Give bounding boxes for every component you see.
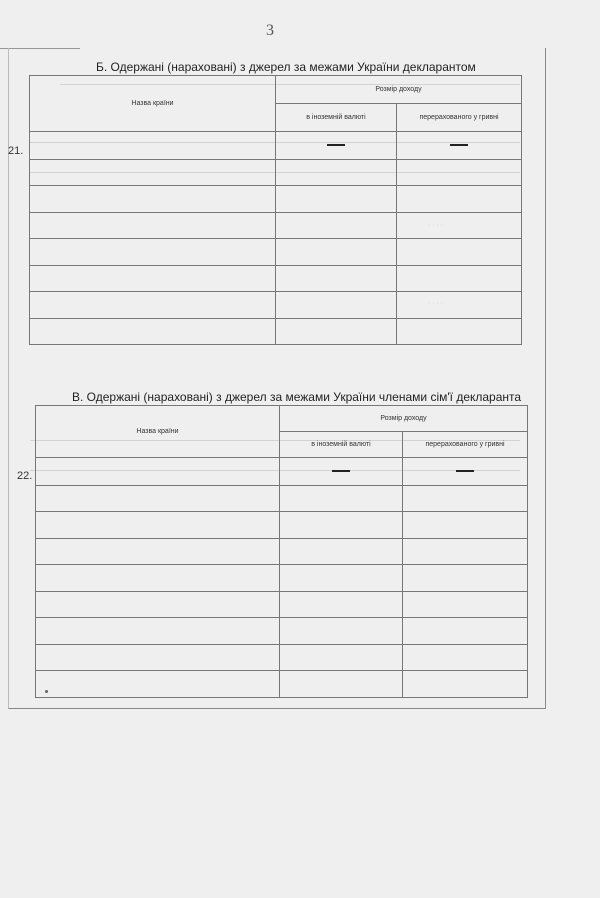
table-row xyxy=(30,266,522,292)
dash-mark xyxy=(327,144,345,146)
table-row xyxy=(30,132,522,160)
table-row xyxy=(36,458,528,486)
section-v-income-header: Розмір доходу xyxy=(280,406,528,432)
dash-mark xyxy=(450,144,468,146)
foreign-currency-cell xyxy=(280,458,403,486)
country-cell xyxy=(30,132,276,160)
table-row xyxy=(30,160,522,186)
section-v-country-header: Назва країни xyxy=(36,406,280,458)
page-number: 3 xyxy=(266,22,274,39)
section-v-uah-header: перерахованого у гривні xyxy=(403,432,528,458)
table-row xyxy=(36,618,528,645)
table-row xyxy=(36,645,528,671)
dash-mark xyxy=(456,470,474,472)
table-row xyxy=(36,592,528,618)
section-b-foreign-currency-header: в іноземній валюті xyxy=(276,104,397,132)
show-through-marks: · · · · xyxy=(428,222,444,229)
section-b-table xyxy=(29,75,522,345)
table-row xyxy=(30,186,522,213)
section-b-title: Б. Одержані (нараховані) з джерел за межами України декларантом xyxy=(96,60,476,74)
section-b-uah-header: перерахованого у гривні xyxy=(397,104,522,132)
section-v-row-number: 22. xyxy=(17,470,33,482)
show-through-marks: · · · · xyxy=(428,300,444,307)
table-row xyxy=(30,319,522,345)
uah-cell xyxy=(397,132,522,160)
scan-speck xyxy=(45,690,48,693)
table-row xyxy=(36,671,528,698)
foreign-currency-cell xyxy=(276,132,397,160)
table-row xyxy=(36,565,528,592)
country-cell xyxy=(36,458,280,486)
section-v-foreign-currency-header: в іноземній валюті xyxy=(280,432,403,458)
table-row xyxy=(30,213,522,239)
section-b-income-header: Розмір доходу xyxy=(276,76,522,104)
section-v-title: В. Одержані (нараховані) з джерел за межами України членами сім'ї декларанта xyxy=(72,390,522,404)
table-row xyxy=(36,486,528,512)
table-row xyxy=(36,539,528,565)
uah-cell xyxy=(403,458,528,486)
section-b-country-header: Назва країни xyxy=(30,76,276,132)
dash-mark xyxy=(332,470,350,472)
table-row xyxy=(36,512,528,539)
table-row xyxy=(30,239,522,266)
table-row xyxy=(30,292,522,319)
section-b-row-number: 21. xyxy=(8,145,24,157)
section-v-table xyxy=(35,405,528,698)
